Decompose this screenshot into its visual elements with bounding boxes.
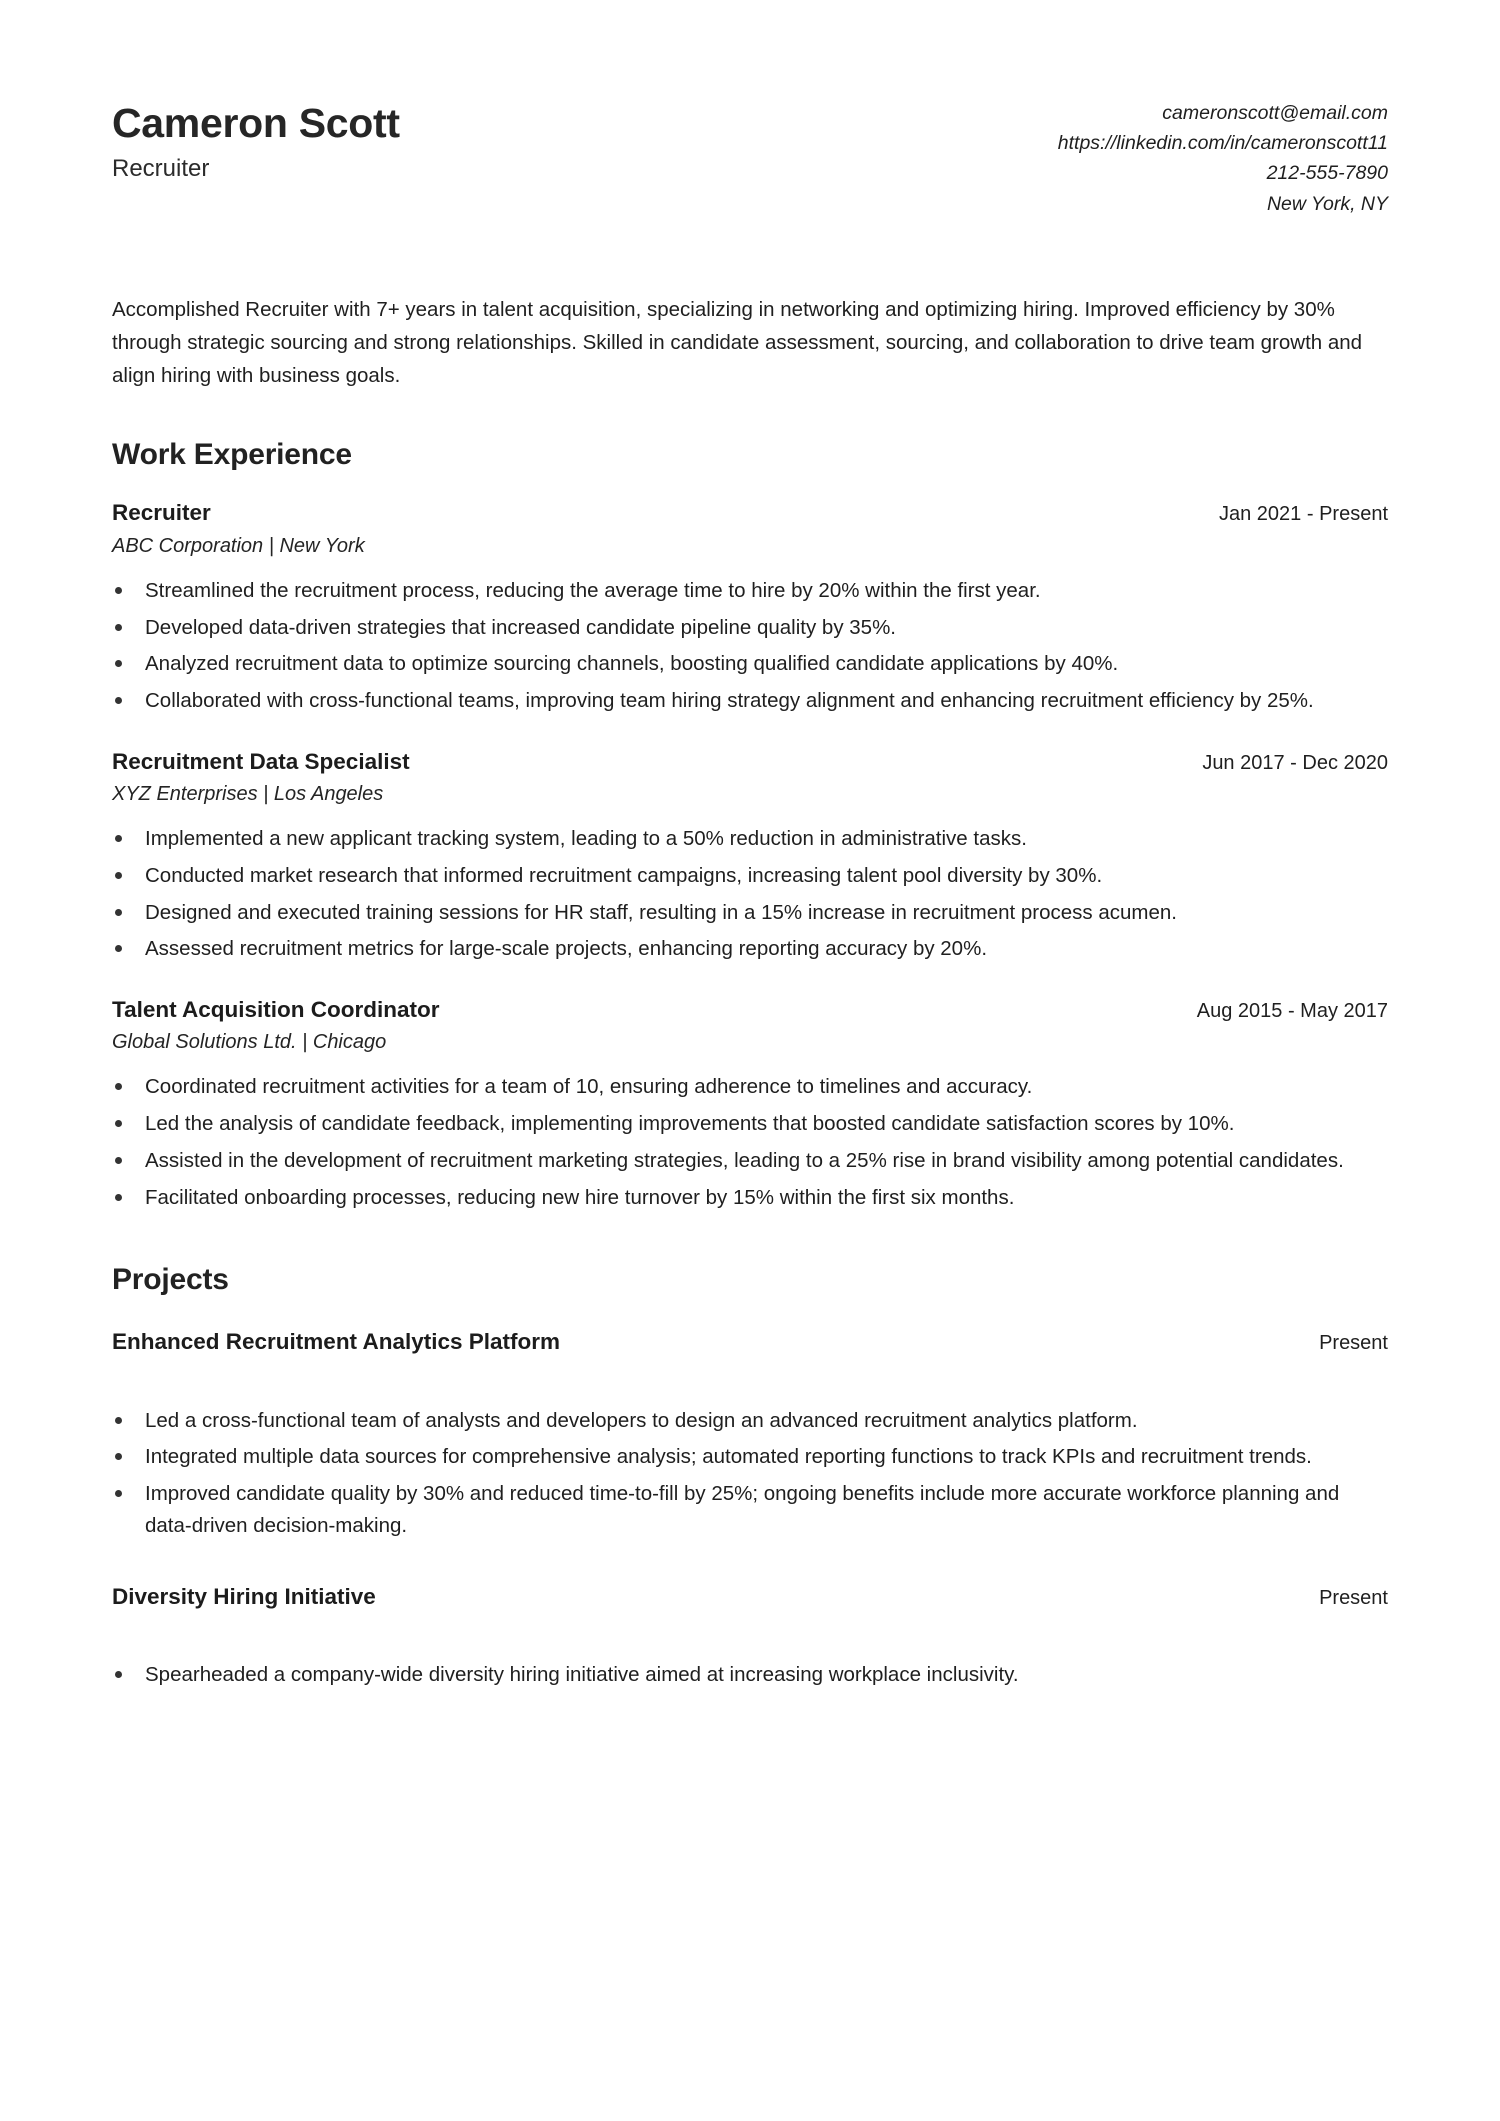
candidate-job-title: Recruiter [112, 155, 210, 183]
professional-summary: Accomplished Recruiter with 7+ years in talent acquisition, specializing in networking and optimizing hiring. Improved efficiency by 30% through strategic sourcing and strong relationships. Skilled in candidate assessment, sourcing, and collaboration to drive team growth and align hiring with business goals. [112, 297, 1363, 388]
project-entry-bullets [112, 1659, 1388, 1691]
bullet-item [112, 685, 1388, 717]
bullet-text: Conducted market research that informed recruitment campaigns, increasing talent pool diversity by 30%. [145, 863, 1103, 887]
work-entry [112, 747, 1388, 965]
work-entry-date: Jun 2017 - Dec 2020 [1202, 751, 1388, 774]
bullet-dot-icon [115, 1120, 122, 1127]
resume-header [112, 92, 1388, 219]
bullet-item [112, 1478, 1388, 1542]
project-entry-name: Enhanced Recruitment Analytics Platform [112, 1329, 561, 1355]
project-entry-name: Diversity Hiring Initiative [112, 1583, 376, 1609]
bullet-item [112, 1405, 1388, 1437]
work-entry-role: Recruiter [112, 500, 211, 526]
bullet-item [112, 1145, 1388, 1177]
bullet-text: Facilitated onboarding processes, reducing new hire turnover by 15% within the first six months. [145, 1185, 1015, 1209]
work-entry [112, 995, 1388, 1213]
work-entry-role: Recruitment Data Specialist [112, 748, 410, 774]
bullet-item [112, 1441, 1388, 1473]
work-entry-org: XYZ Enterprises | Los Angeles [112, 783, 384, 806]
bullet-dot-icon [115, 1083, 122, 1090]
identity-block [112, 92, 400, 184]
bullet-dot-icon [115, 1490, 122, 1497]
bullet-dot-icon [115, 1157, 122, 1164]
work-entry-head [112, 747, 1388, 776]
bullet-item [112, 860, 1388, 892]
bullet-item [112, 1182, 1388, 1214]
work-entry-bullets [112, 1071, 1388, 1213]
project-entry-date: Present [1319, 1332, 1388, 1355]
bullet-item [112, 823, 1388, 855]
section-title-work-experience: Work Experience [112, 438, 352, 472]
bullet-dot-icon [115, 909, 122, 916]
project-entry [112, 1582, 1388, 1691]
bullet-dot-icon [115, 1194, 122, 1201]
work-entry-head [112, 498, 1388, 527]
contact-linkedin[interactable]: https://linkedin.com/in/cameronscott11 [1057, 132, 1388, 155]
bullet-dot-icon [115, 1417, 122, 1424]
bullet-text: Designed and executed training sessions for HR staff, resulting in a 15% increase in recruitment process acumen. [145, 900, 1177, 924]
section-title-projects: Projects [112, 1263, 229, 1297]
bullet-item [112, 933, 1388, 965]
bullet-dot-icon [115, 587, 122, 594]
bullet-dot-icon [115, 697, 122, 704]
bullet-item [112, 1659, 1388, 1691]
project-entry-head [112, 1327, 1388, 1356]
work-entry-bullets [112, 575, 1388, 717]
bullet-text: Streamlined the recruitment process, reducing the average time to hire by 20% within the first year. [145, 578, 1041, 602]
bullet-item [112, 1071, 1388, 1103]
bullet-text: Assisted in the development of recruitment marketing strategies, leading to a 25% rise in brand visibility among potential candidates. [145, 1148, 1344, 1172]
contact-email[interactable]: cameronscott@email.com [1162, 102, 1388, 124]
bullet-dot-icon [115, 872, 122, 879]
bullet-item [112, 612, 1388, 644]
bullet-dot-icon [115, 660, 122, 667]
bullet-text: Improved candidate quality by 30% and reduced time-to-fill by 25%; ongoing benefits include more accurate workforce planning and data-driven decision-making. [145, 1482, 1340, 1537]
project-entry-date: Present [1319, 1586, 1388, 1609]
work-entry-bullets [112, 823, 1388, 965]
bullet-item [112, 1108, 1388, 1140]
bullet-text: Developed data-driven strategies that increased candidate pipeline quality by 35%. [145, 615, 897, 639]
bullet-dot-icon [115, 945, 122, 952]
bullet-text: Led a cross-functional team of analysts and developers to design an advanced recruitment analytics platform. [145, 1408, 1138, 1432]
work-entry [112, 498, 1388, 716]
bullet-text: Led the analysis of candidate feedback, implementing improvements that boosted candidate satisfaction scores by 10%. [145, 1112, 1235, 1136]
bullet-text: Analyzed recruitment data to optimize sourcing channels, boosting qualified candidate applications by 40%. [145, 652, 1119, 676]
bullet-item [112, 575, 1388, 607]
work-entry-org: Global Solutions Ltd. | Chicago [112, 1031, 387, 1054]
bullet-text: Assessed recruitment metrics for large-scale projects, enhancing reporting accuracy by 20%. [145, 937, 988, 961]
work-entry-role: Talent Acquisition Coordinator [112, 997, 440, 1023]
project-entry-bullets [112, 1405, 1388, 1542]
bullet-item [112, 648, 1388, 680]
candidate-name: Cameron Scott [112, 100, 400, 146]
bullet-dot-icon [115, 835, 122, 842]
bullet-item [112, 897, 1388, 929]
bullet-text: Spearheaded a company-wide diversity hiring initiative aimed at increasing workplace inclusivity. [145, 1662, 1019, 1686]
section-work-experience [112, 438, 1388, 1213]
contact-phone[interactable]: 212-555-7890 [1266, 162, 1388, 185]
contact-location: New York, NY [1266, 192, 1388, 215]
project-entry [112, 1327, 1388, 1541]
bullet-dot-icon [115, 624, 122, 631]
bullet-text: Integrated multiple data sources for comprehensive analysis; automated reporting functions to track KPIs and recruitment trends. [145, 1445, 1312, 1469]
bullet-dot-icon [115, 1453, 122, 1460]
work-entry-org: ABC Corporation | New York [112, 534, 365, 557]
contact-block [1058, 92, 1388, 219]
bullet-text: Collaborated with cross-functional teams, improving team hiring strategy alignment and enhancing recruitment efficiency by 25%. [145, 689, 1314, 713]
bullet-text: Implemented a new applicant tracking system, leading to a 50% reduction in administrative tasks. [145, 827, 1027, 851]
bullet-dot-icon [115, 1671, 122, 1678]
bullet-text: Coordinated recruitment activities for a team of 10, ensuring adherence to timelines and accuracy. [145, 1075, 1033, 1099]
work-entry-date: Jan 2021 - Present [1219, 503, 1388, 526]
work-entry-date: Aug 2015 - May 2017 [1196, 1000, 1388, 1023]
work-entry-head [112, 995, 1388, 1024]
section-projects [112, 1263, 1388, 1690]
project-entry-head [112, 1582, 1388, 1611]
